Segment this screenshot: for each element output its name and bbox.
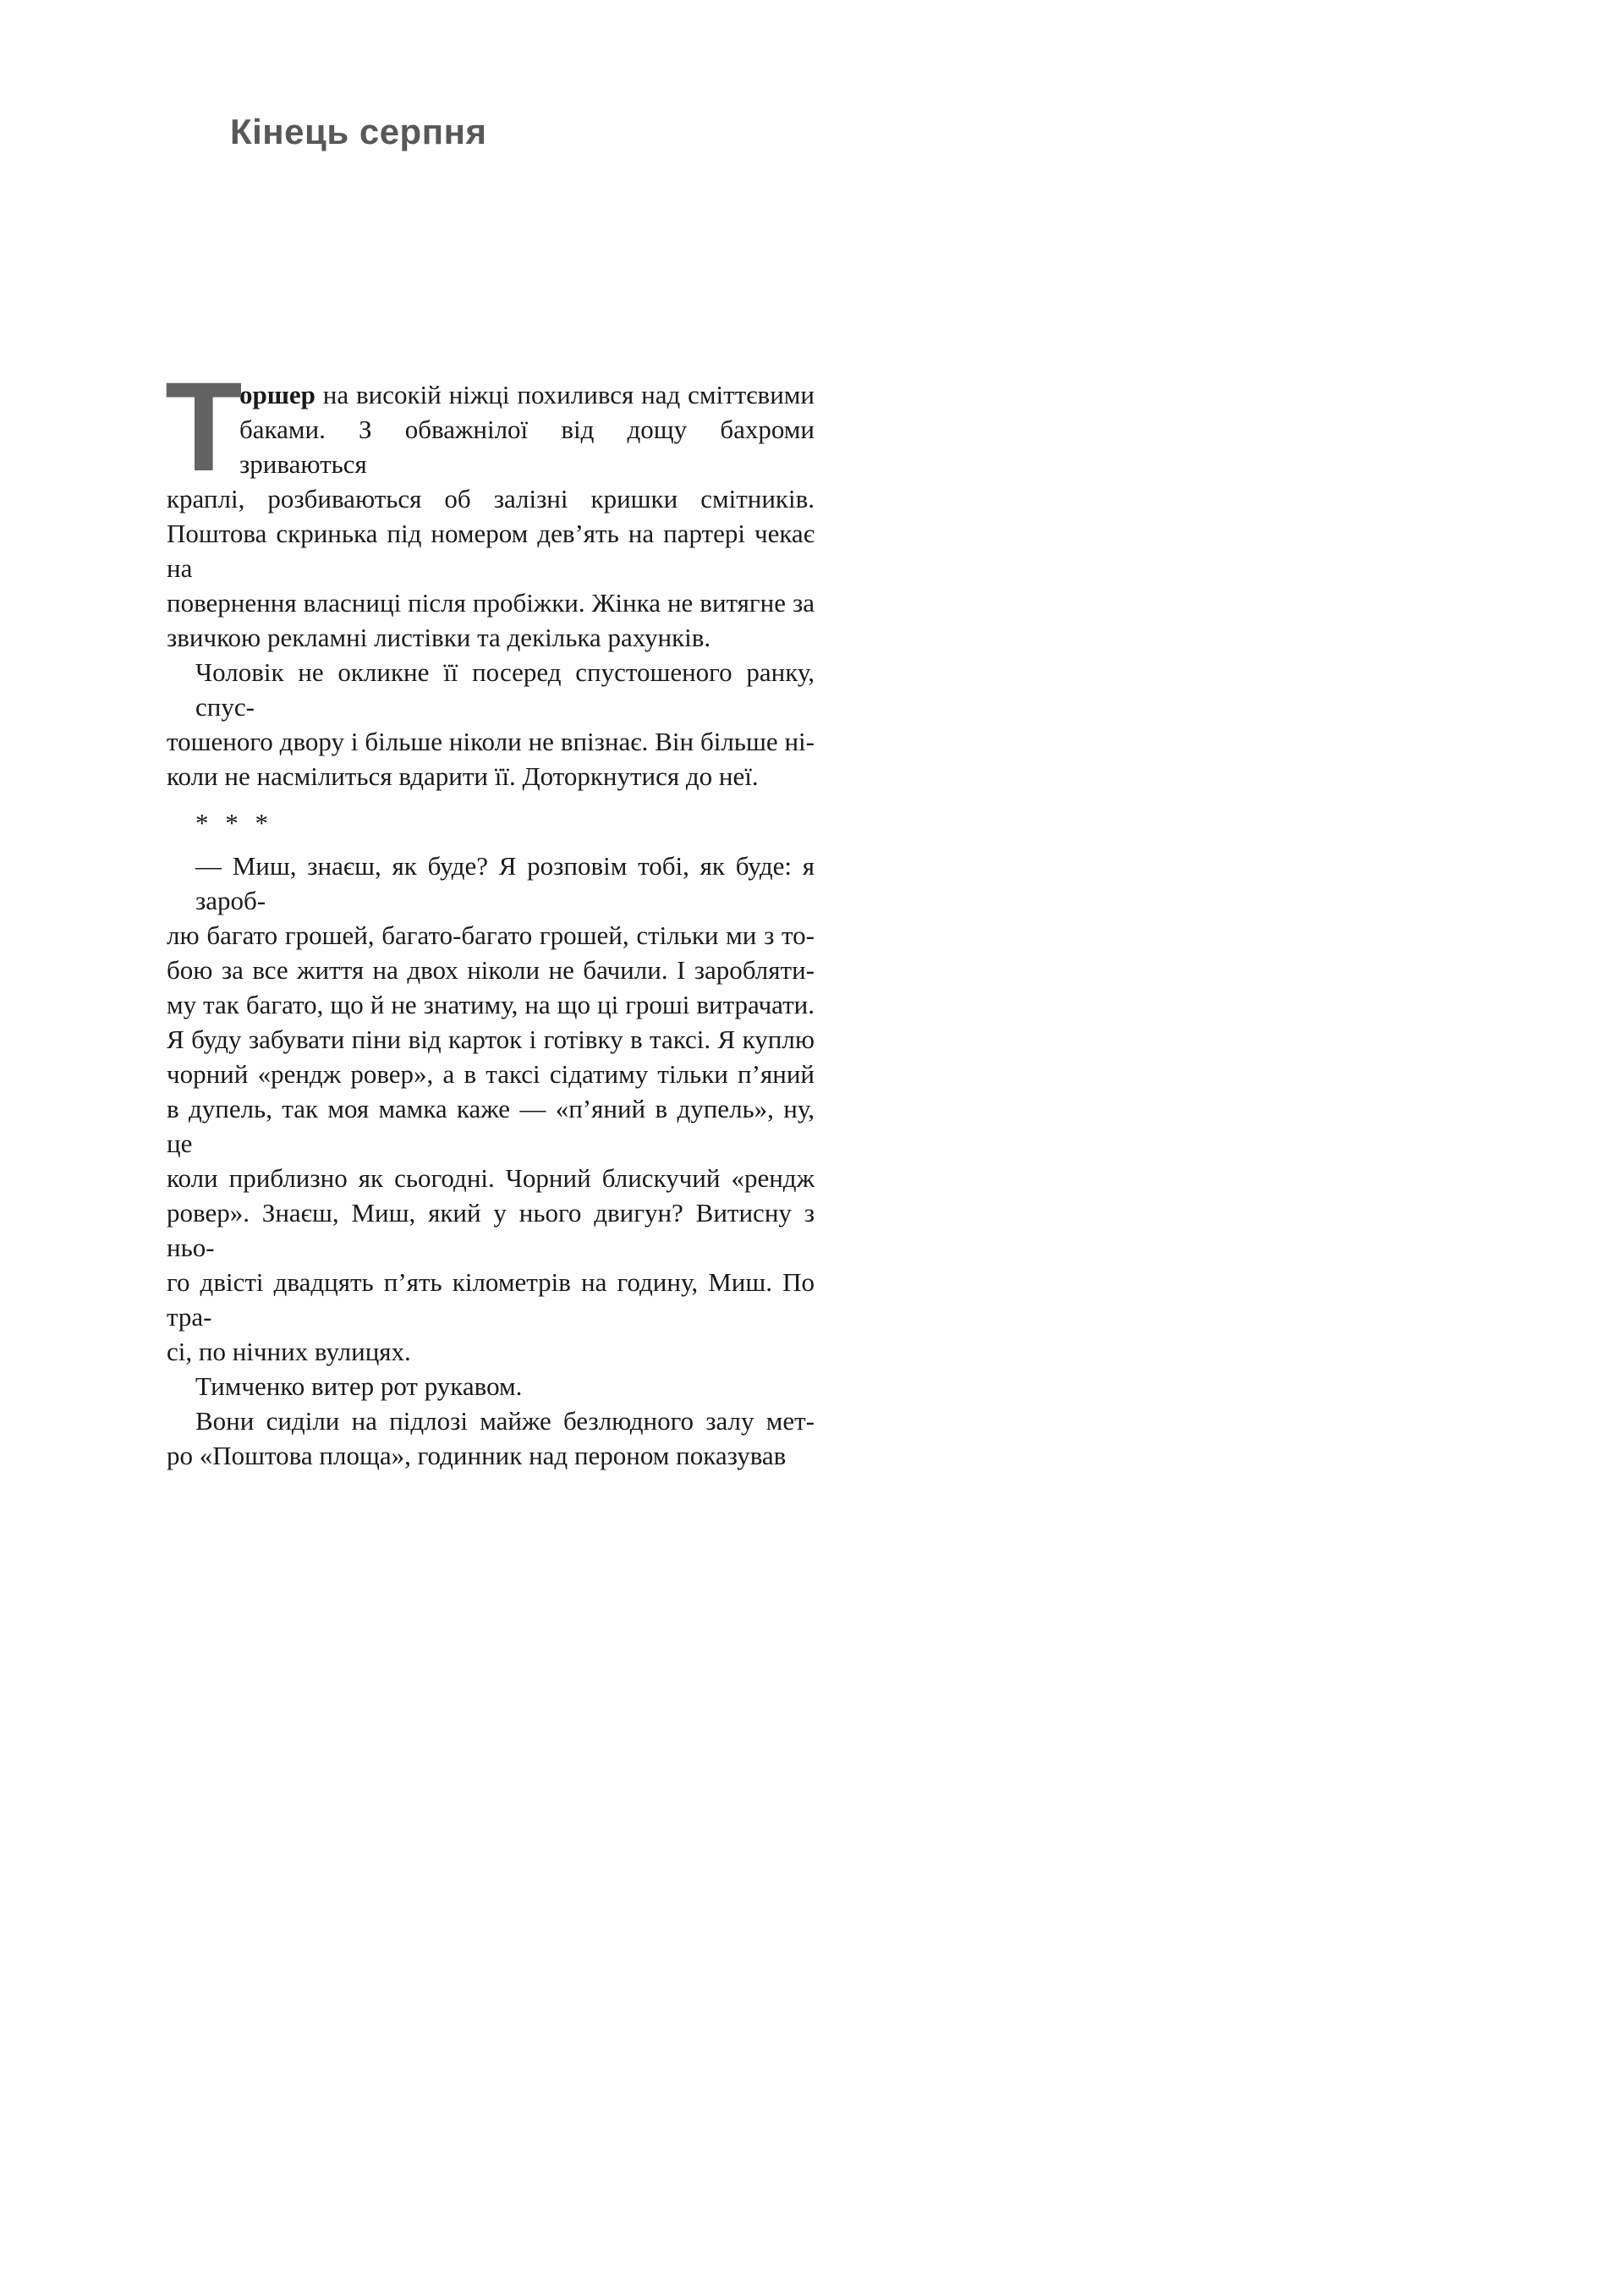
- chapter-heading: Кінець серпня: [230, 112, 487, 151]
- paragraphs-container: [167, 655, 815, 1473]
- text-line: в дупель, так моя мамка каже — «п’яний в дупель», ну, це: [167, 1094, 815, 1158]
- lead-word-rest: на високій ніжці похилився над сміттєвими: [315, 380, 815, 409]
- text-line: тошеного двору і більше ніколи не впізнає. Він більше ні-: [167, 727, 815, 756]
- text-line: Вони сиділи на підлозі майже безлюдного залу мет-: [195, 1406, 815, 1436]
- text-line: сі, по нічних вулицях.: [167, 1337, 411, 1366]
- text-line: чорний «рендж ровер», а в таксі сідатиму тільки п’яний: [167, 1059, 815, 1089]
- dropcap-letter: Т: [165, 355, 243, 497]
- text-line: Тимченко витер рот рукавом.: [195, 1371, 523, 1401]
- paragraph: [167, 655, 815, 794]
- text-line: [167, 377, 815, 412]
- text-line: баками. З обважнілої від дощу бахроми зриваються: [239, 415, 815, 479]
- section-separator: * * *: [195, 808, 271, 838]
- opening-paragraph: [165, 355, 815, 655]
- paragraph: [167, 1369, 815, 1403]
- text-line: ро «Поштова площа», годинник над пероном показував: [167, 1441, 787, 1470]
- text-line: ровер». Знаєш, Миш, який у нього двигун? Витисну з ньо-: [167, 1198, 815, 1262]
- text-line: Я буду забувати піни від карток і готівку в таксі. Я куплю: [167, 1024, 815, 1054]
- text-line: звичкою рекламні листівки та декілька рахунків.: [167, 623, 711, 652]
- text-line: — Миш, знаєш, як буде? Я розповім тобі, як буде: я зароб-: [195, 851, 815, 915]
- text-line: коли приблизно як сьогодні. Чорний блискучий «рендж: [167, 1163, 815, 1193]
- dropcap-container: [165, 355, 243, 497]
- text-line: го двісті двадцять п’ять кілометрів на годину, Миш. По тра-: [167, 1267, 815, 1332]
- text-line: коли не насмілиться вдарити її. Доторкнутися до неї.: [167, 761, 759, 791]
- text-line: повернення власниці після пробіжки. Жінка не витягне за: [167, 588, 815, 618]
- lead-word-bold: оршер: [239, 380, 315, 409]
- text-line: краплі, розбиваються об залізні кришки смітників.: [167, 484, 815, 514]
- text-line: бою за все життя на двох ніколи не бачили. І заробляти-: [167, 955, 815, 985]
- paragraph: [167, 849, 815, 1369]
- text-line: лю багато грошей, багато-багато грошей, стільки ми з то-: [167, 920, 815, 950]
- paragraph: [167, 1403, 815, 1473]
- body-text: [165, 355, 815, 1473]
- text-line: Поштова скринька під номером дев’ять на партері чекає на: [167, 519, 815, 583]
- text-line: му так багато, що й не знатиму, на що ці гроші витрачати.: [167, 990, 815, 1019]
- text-line: Чоловік не окликне її посеред спустошеного ранку, спус-: [195, 657, 815, 722]
